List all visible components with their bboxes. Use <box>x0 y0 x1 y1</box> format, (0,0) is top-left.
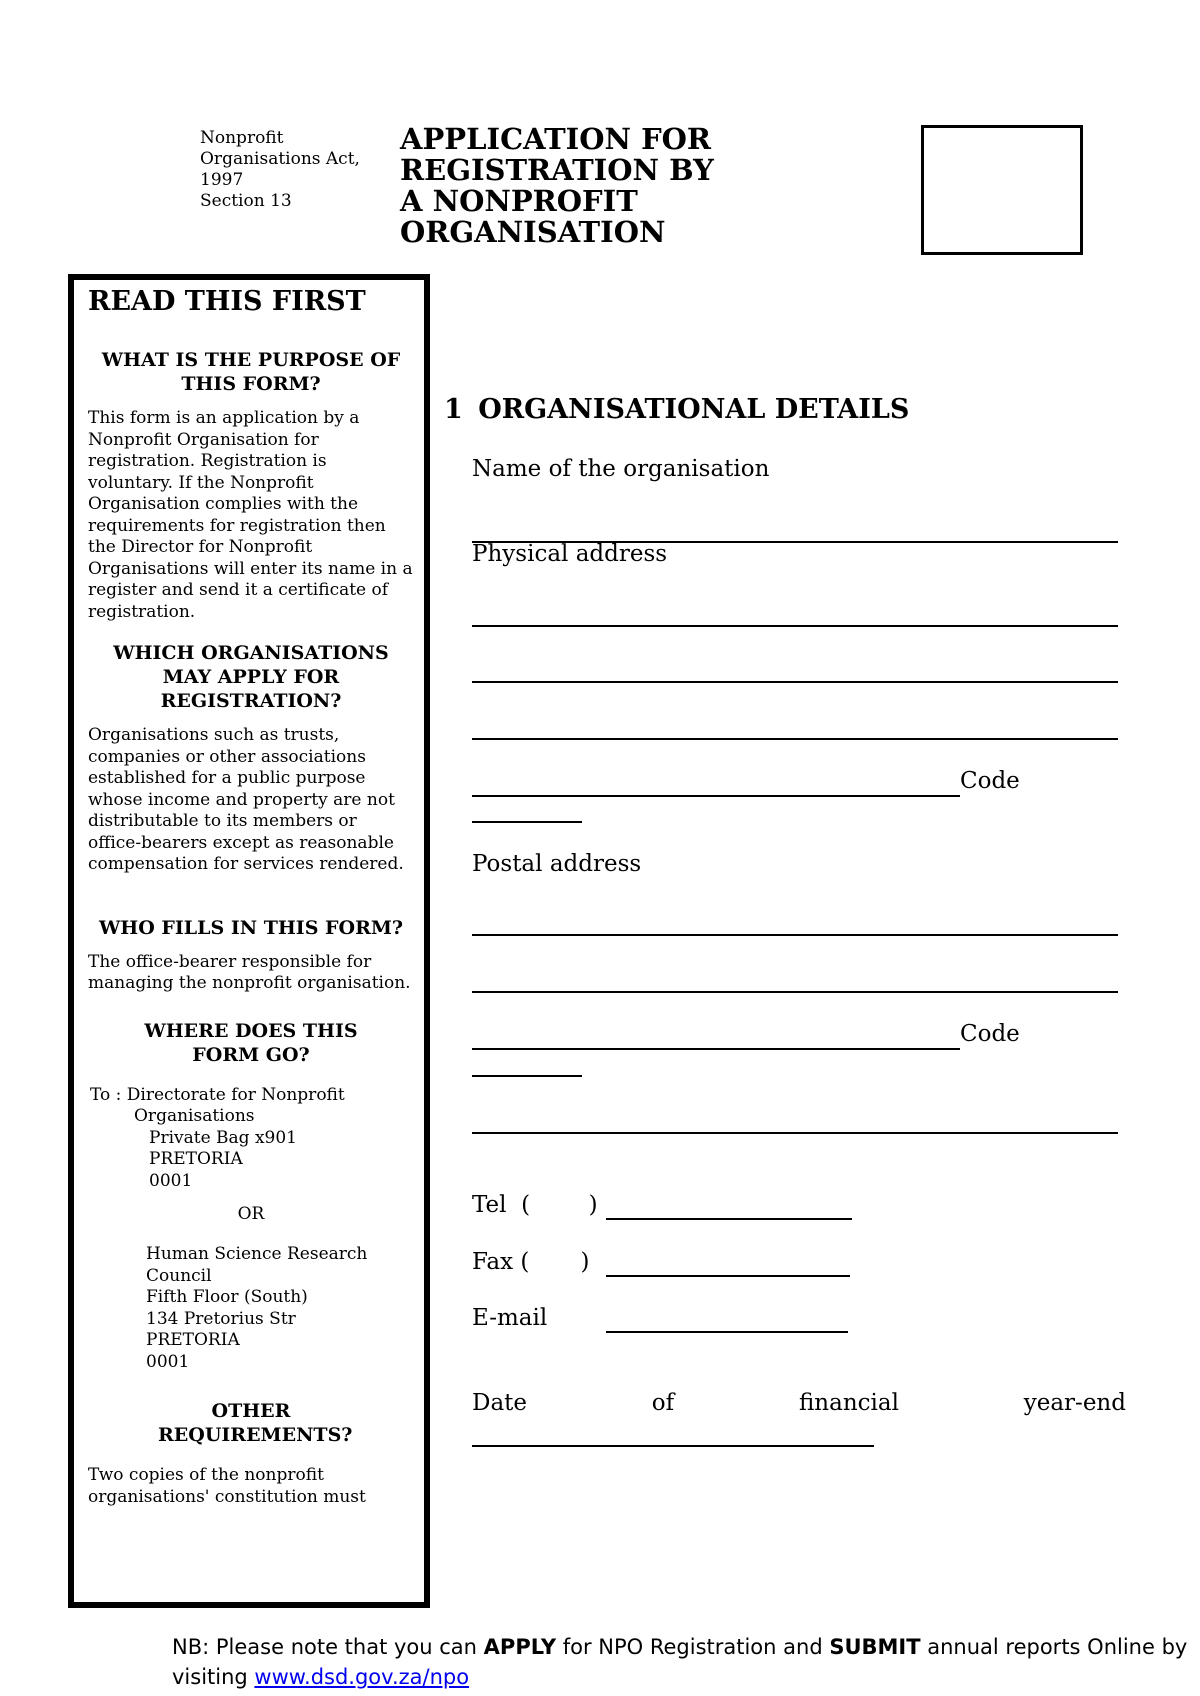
fy-word: financial <box>798 1390 899 1416</box>
postal-address-line-4[interactable] <box>472 1132 1118 1134</box>
postal-address-line-3[interactable] <box>472 1048 960 1050</box>
fy-word: of <box>651 1390 675 1416</box>
online-note <box>172 1632 1192 1692</box>
address-line: Fifth Floor (South) <box>146 1287 308 1307</box>
which-text: Organisations such as trusts, companies or other associations established for a public purpose whose income and property are not distributable to its members or office-bearers except as reasonable compensation for services rendered. <box>88 725 404 874</box>
address-line: 134 Pretorius Str <box>146 1308 296 1329</box>
address-hsrc <box>88 1244 414 1373</box>
other-heading: OTHER REQUIREMENTS? <box>158 1400 353 1446</box>
note-apply: APPLY <box>483 1635 557 1659</box>
email-label: E-mail <box>472 1305 548 1331</box>
address-directorate <box>88 1085 414 1193</box>
title-line: APPLICATION FOR <box>400 122 712 156</box>
note-submit: SUBMIT <box>829 1635 921 1659</box>
note-text: for NPO Registration and <box>556 1635 830 1659</box>
address-line: 0001 <box>146 1351 190 1372</box>
name-label: Name of the organisation <box>472 456 770 482</box>
postal-address-line-2[interactable] <box>472 991 1118 993</box>
address-line: Organisations <box>134 1106 255 1126</box>
act-line: Nonprofit <box>200 128 284 148</box>
email-field-line[interactable] <box>606 1331 848 1333</box>
fax-label: Fax ( ) <box>472 1249 590 1275</box>
address-line: 0001 <box>149 1170 193 1191</box>
title-line: REGISTRATION BY <box>400 153 714 187</box>
act-line: Section 13 <box>200 191 292 211</box>
where-heading: WHERE DOES THIS FORM GO? <box>144 1019 358 1066</box>
physical-address-line-2[interactable] <box>472 681 1118 683</box>
other-text: Two copies of the nonprofit organisations' constitution must <box>88 1465 366 1507</box>
address-line: PRETORIA <box>149 1149 243 1169</box>
or-separator: OR <box>237 1204 265 1224</box>
physical-address-line-3[interactable] <box>472 738 1118 740</box>
postal-code-label: Code <box>960 1021 1020 1047</box>
act-line: 1997 <box>200 170 244 190</box>
postal-address-label: Postal address <box>472 851 642 877</box>
address-line: Private Bag x901 <box>149 1127 297 1148</box>
postal-address-line-1[interactable] <box>472 934 1118 936</box>
fax-field-line[interactable] <box>606 1275 850 1277</box>
section-heading <box>444 394 909 425</box>
physical-code-label: Code <box>960 768 1020 794</box>
purpose-text: This form is an application by a Nonprofit Organisation for registration. Registration is voluntary. If the Nonprofit Organisation complies with the requirements for registration then the Director for Nonprofit Organisations will enter its name in a register and send it a certificate of registration. <box>88 408 413 622</box>
financial-year-end-label <box>472 1390 1126 1416</box>
section-title: ORGANISATIONAL DETAILS <box>478 394 910 425</box>
postal-code-line[interactable] <box>472 1075 582 1077</box>
title-line: A NONPROFIT <box>400 184 638 218</box>
form-title <box>400 124 714 248</box>
address-line: PRETORIA <box>146 1330 240 1350</box>
who-text: The office-bearer responsible for managing the nonprofit organisation. <box>88 951 411 993</box>
panel-title: READ THIS FIRST <box>88 286 366 317</box>
fy-word: year-end <box>1023 1390 1126 1416</box>
purpose-heading: WHAT IS THE PURPOSE OF THIS FORM? <box>101 349 401 395</box>
physical-code-line[interactable] <box>472 821 582 823</box>
which-heading: WHICH ORGANISATIONS MAY APPLY FOR REGISTRATION? <box>113 642 389 712</box>
address-line: Council <box>146 1265 212 1286</box>
act-reference <box>200 128 360 212</box>
tel-label: Tel ( ) <box>472 1192 598 1218</box>
note-text: annual reports Online by visiting <box>172 1635 1188 1689</box>
read-this-first-panel <box>68 274 430 1608</box>
title-line: ORGANISATION <box>400 215 666 249</box>
address-line: To : Directorate for Nonprofit <box>90 1084 345 1105</box>
financial-year-end-line[interactable] <box>472 1445 874 1447</box>
physical-address-line-1[interactable] <box>472 625 1118 627</box>
physical-address-line-4[interactable] <box>472 795 960 797</box>
fy-word: Date <box>472 1390 528 1416</box>
who-heading: WHO FILLS IN THIS FORM? <box>98 916 404 939</box>
tel-field-line[interactable] <box>606 1218 852 1220</box>
office-use-box <box>921 125 1083 255</box>
section-number: 1 <box>444 394 463 425</box>
act-line: Organisations Act, <box>200 149 360 169</box>
dsd-npo-link[interactable]: www.dsd.gov.za/npo <box>254 1665 470 1689</box>
address-line: Human Science Research <box>146 1244 368 1264</box>
note-text: NB: Please note that you can <box>172 1635 484 1659</box>
physical-address-label: Physical address <box>472 541 668 567</box>
